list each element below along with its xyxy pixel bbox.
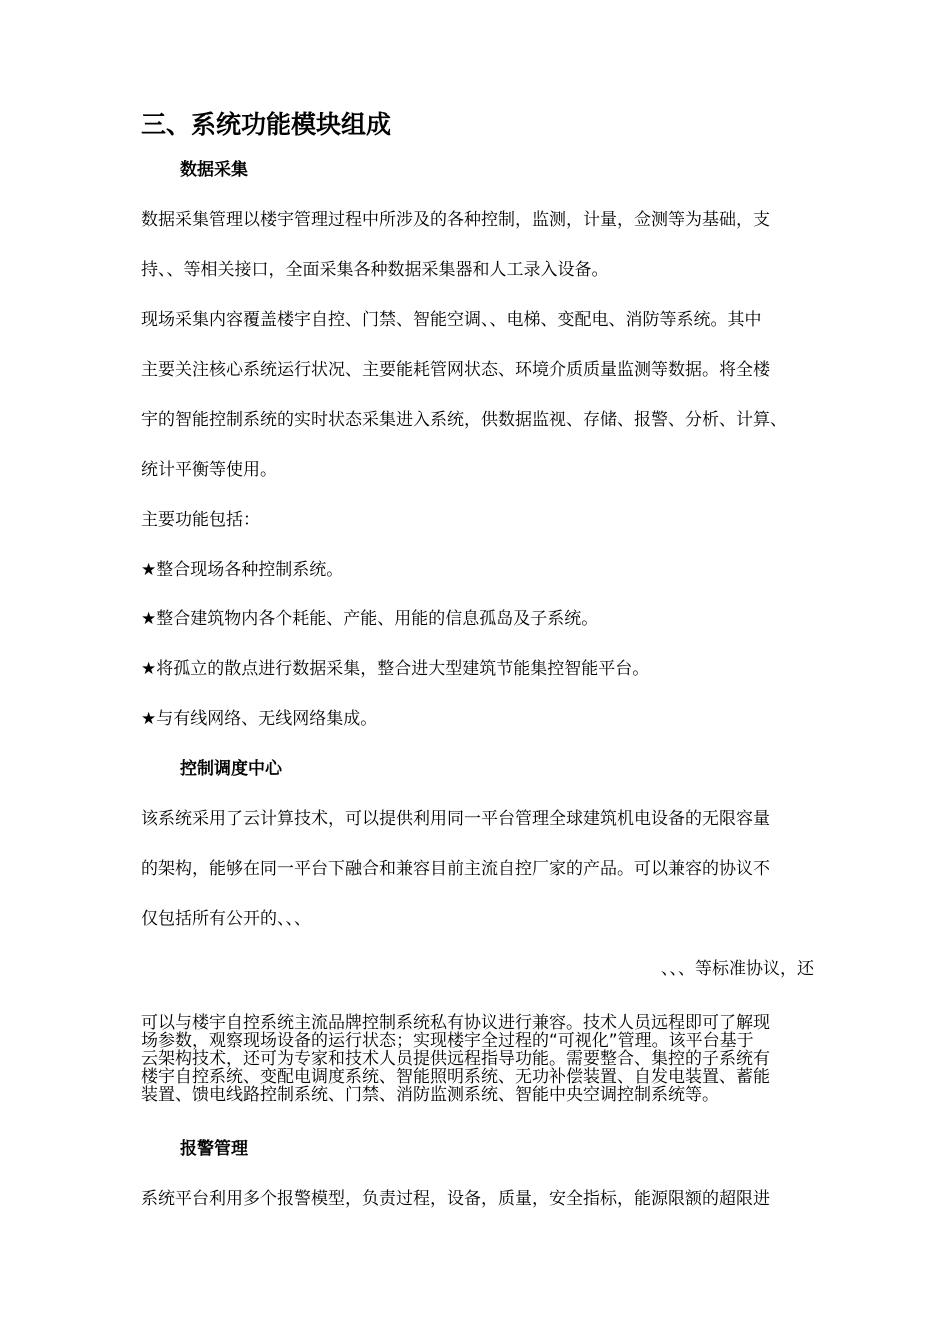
section-heading-alarm: 报警管理 (180, 1139, 248, 1159)
paragraph-line: 可以与楼宇自控系统主流品牌控制系统私有协议进行兼容。技术人员远程即可了解现 (141, 1013, 770, 1033)
functions-intro: 主要功能包括： (141, 510, 260, 530)
paragraph-line: 持、、等相关接口，全面采集各种数据采集器和人工录入设备。 (141, 260, 609, 280)
paragraph-line: 该系统采用了云计算技术，可以提供利用同一平台管理全球建筑机电设备的无限容量 (141, 809, 770, 829)
paragraph-line: 数据采集管理以楼宇管理过程中所涉及的各种控制，监测，计量，佥测等为基础，支 (141, 210, 770, 230)
function-list-item: ★与有线网络、无线网络集成。 (141, 709, 378, 729)
paragraph-line: 云架构技术，还可为专家和技术人员提供远程指导功能。需要整合、集控的子系统有 (141, 1049, 770, 1069)
section-heading-control-center: 控制调度中心 (180, 759, 282, 779)
function-list-item: ★整合建筑物内各个耗能、产能、用能的信息孤岛及子系统。 (141, 609, 599, 629)
function-list-item: ★将孤立的散点进行数据采集，整合进大型建筑节能集控智能平台。 (141, 659, 650, 679)
paragraph-line: 装置、馈电线路控制系统、门禁、消防监测系统、智能中央空调控制系统等。 (141, 1085, 719, 1105)
section-heading-data-collection: 数据采集 (180, 160, 248, 180)
paragraph-line: 主要关注核心系统运行状况、主要能耗管网状态、环境介质质量监测等数据。将全楼 (141, 360, 770, 380)
function-list-item: ★整合现场各种控制系统。 (141, 560, 344, 580)
paragraph-line: 统计平衡等使用。 (141, 460, 277, 480)
paragraph-line-right-aligned: 、、、等标准协议，还 (661, 959, 814, 979)
paragraph-line: 的架构，能够在同一平台下融合和兼容目前主流自控厂家的产品。可以兼容的协议不 (141, 859, 770, 879)
paragraph-line: 仅包括所有公开的、、、 (141, 909, 311, 929)
paragraph-line: 场参数，观察现场设备的运行状态；实现楼宇全过程的“可视化”管理。该平台基于 (141, 1031, 754, 1051)
paragraph-line: 楼宇自控系统、变配电调度系统、智能照明系统、无功补偿装置、自发电装置、蓄能 (141, 1067, 770, 1087)
page-title: 三、系统功能模块组成 (141, 110, 392, 139)
paragraph-line: 宇的智能控制系统的实时状态采集进入系统，供数据监视、存储、报警、分析、计算、 (141, 410, 787, 430)
paragraph-line: 现场采集内容覆盖楼宇自控、门禁、智能空调、、电梯、变配电、消防等系统。其中 (141, 310, 762, 330)
paragraph-line: 系统平台利用多个报警模型，负责过程，设备，质量，安全指标，能源限额的超限进 (141, 1189, 770, 1209)
dense-paragraph (141, 1014, 813, 1104)
